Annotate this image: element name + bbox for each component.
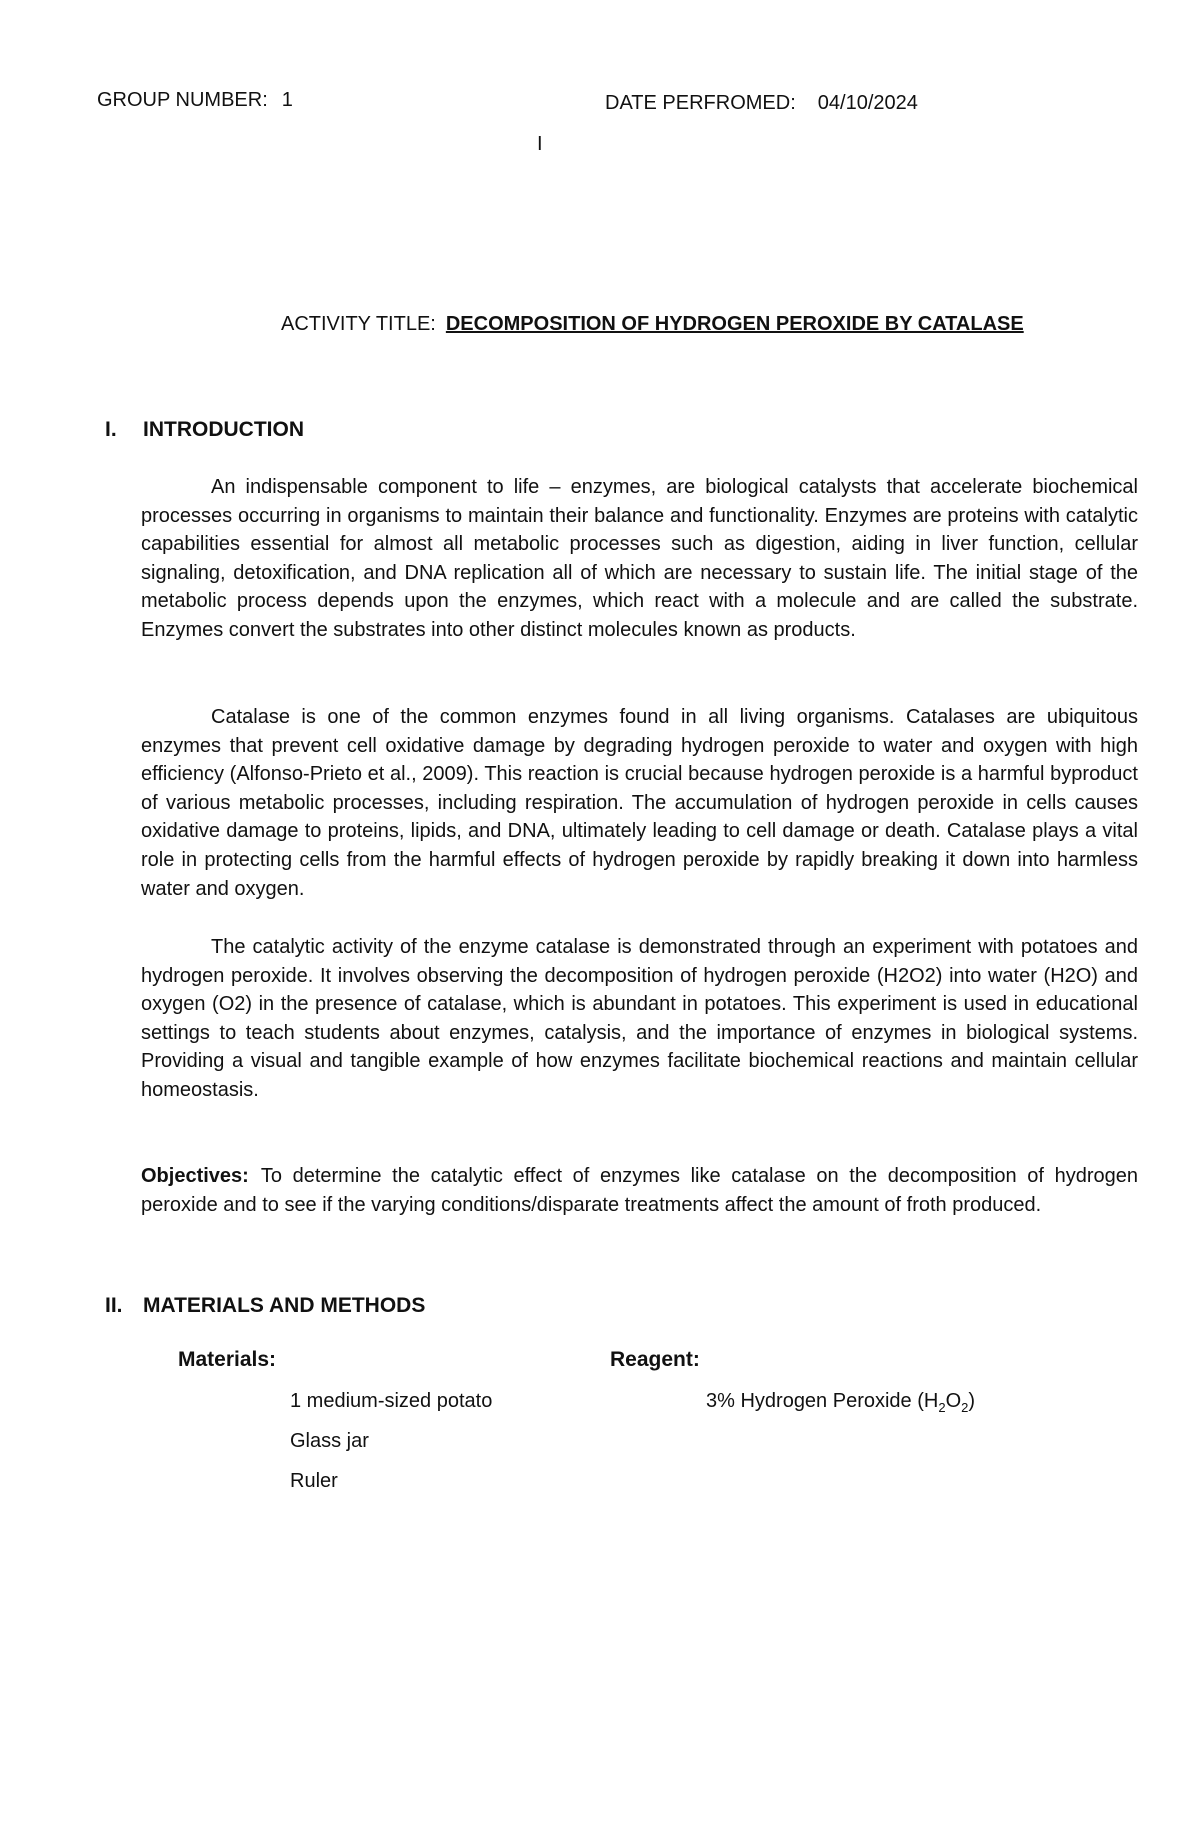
activity-title: DECOMPOSITION OF HYDROGEN PEROXIDE BY CATALASE [445, 313, 1024, 335]
group-number-value: 1 [281, 89, 293, 111]
reagent-subscript: 2 [938, 1400, 946, 1415]
date-performed-value: 04/10/2024 [817, 92, 918, 114]
material-item: Ruler [290, 1470, 338, 1492]
section-number: II. [105, 1294, 123, 1317]
reagent-item [706, 1390, 975, 1415]
section-title: INTRODUCTION [143, 418, 304, 441]
activity-title-label: ACTIVITY TITLE: [281, 313, 436, 335]
materials-heading: Materials: [178, 1348, 277, 1371]
reagent-mid: O [945, 1390, 962, 1412]
material-item: Glass jar [290, 1430, 369, 1452]
section-introduction-heading [105, 418, 304, 442]
section-materials-heading [105, 1294, 425, 1318]
group-number-line [97, 89, 293, 112]
intro-paragraph-2: Catalase is one of the common enzymes found in all living organisms. Catalases are ubiquitous enzymes that prevent cell oxidative damage by degrading hydrogen peroxide to water and oxygen with high efficiency (Alfonso-Prieto et al., 2009). This reaction is crucial because hydrogen peroxide is a harmful byproduct of various metabolic processes, including respiration. The accumulation of hydrogen peroxide in cells causes oxidative damage to proteins, lipids, and DNA, ultimately leading to cell damage or death. Catalase plays a vital role in protecting cells from the harmful effects of hydrogen peroxide by rapidly breaking it down into harmless water and oxygen. [141, 706, 1138, 900]
group-number-label: GROUP NUMBER: [97, 89, 268, 111]
section-number: I. [105, 418, 117, 441]
reagent-heading: Reagent: [610, 1348, 700, 1371]
objectives-text: To determine the catalytic effect of enzymes like catalase on the decomposition of hydrogen peroxide and to see if the varying conditions/disparate treatments affect the amount of froth produced. [141, 1165, 1138, 1216]
material-item: 1 medium-sized potato [290, 1390, 493, 1412]
objectives-paragraph [141, 1162, 1138, 1219]
reagent-prefix: 3% Hydrogen Peroxide (H [706, 1390, 939, 1412]
activity-title-line [281, 313, 1024, 336]
section-title: MATERIALS AND METHODS [143, 1294, 426, 1317]
reagent-suffix: ) [968, 1390, 976, 1412]
text-cursor-mark: I [537, 133, 543, 155]
reagent-subscript: 2 [961, 1400, 969, 1415]
objectives-label: Objectives: [141, 1165, 249, 1187]
intro-paragraph-3: The catalytic activity of the enzyme catalase is demonstrated through an experiment with potatoes and hydrogen peroxide. It involves observing the decomposition of hydrogen peroxide (H2O2) into water (H2O) and oxygen (O2) in the presence of catalase, which is abundant in potatoes. This experiment is used in educational settings to teach students about enzymes, catalysis, and the importance of enzymes in biological systems. Providing a visual and tangible example of how enzymes facilitate biochemical reactions and maintain cellular homeostasis. [141, 936, 1138, 1101]
date-performed-label: DATE PERFROMED: [605, 92, 796, 114]
date-performed-line [605, 92, 918, 115]
intro-paragraph-1: An indispensable component to life – enzymes, are biological catalysts that accelerate biochemical processes occurring in organisms to maintain their balance and functionality. Enzymes are proteins with catalytic capabilities essential for almost all metabolic processes such as digestion, aiding in liver function, cellular signaling, detoxification, and DNA replication all of which are necessary to sustain life. The initial stage of the metabolic process depends upon the enzymes, which react with a molecule and are called the substrate. Enzymes convert the substrates into other distinct molecules known as products. [141, 476, 1138, 641]
